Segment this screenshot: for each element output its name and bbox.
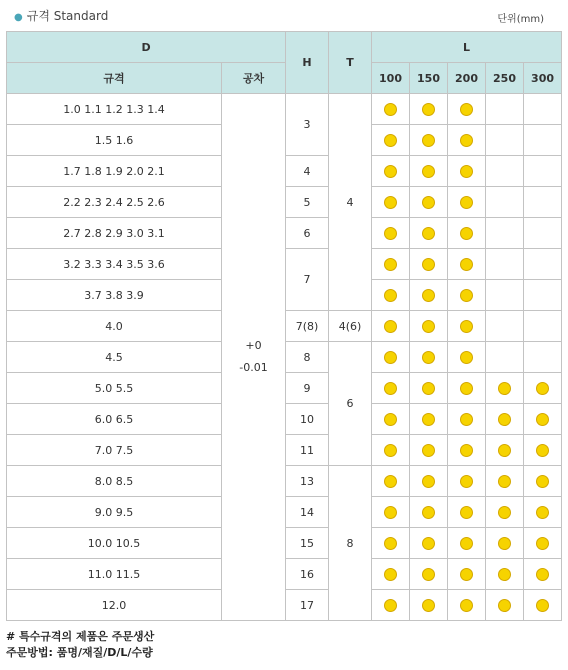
available-dot-icon (536, 537, 549, 550)
l-cell-200 (448, 218, 486, 249)
available-dot-icon (460, 320, 473, 333)
l-cell-200 (448, 311, 486, 342)
l-cell-200 (448, 497, 486, 528)
spec-cell: 5.0 5.5 (7, 373, 222, 404)
header-tolerance: 공차 (222, 63, 286, 94)
section-title (14, 7, 108, 24)
l-cell-300 (524, 528, 562, 559)
header-h: H (286, 32, 329, 94)
l-cell-100 (372, 373, 410, 404)
available-dot-icon (460, 165, 473, 178)
l-cell-100 (372, 497, 410, 528)
l-cell-300 (524, 466, 562, 497)
available-dot-icon (460, 196, 473, 209)
h-cell: 14 (286, 497, 329, 528)
l-cell-100 (372, 528, 410, 559)
l-cell-100 (372, 559, 410, 590)
h-cell: 9 (286, 373, 329, 404)
header-l-150: 150 (410, 63, 448, 94)
tolerance-cell (222, 94, 286, 621)
l-cell-250 (486, 497, 524, 528)
available-dot-icon (498, 475, 511, 488)
available-dot-icon (536, 506, 549, 519)
l-cell-200 (448, 342, 486, 373)
available-dot-icon (422, 506, 435, 519)
header-l: L (372, 32, 562, 63)
t-cell: 4 (329, 94, 372, 311)
available-dot-icon (536, 475, 549, 488)
l-cell-250 (486, 94, 524, 125)
h-cell: 11 (286, 435, 329, 466)
available-dot-icon (536, 599, 549, 612)
available-dot-icon (422, 351, 435, 364)
l-cell-200 (448, 156, 486, 187)
spec-cell: 11.0 11.5 (7, 559, 222, 590)
l-cell-250 (486, 373, 524, 404)
available-dot-icon (384, 382, 397, 395)
h-cell: 6 (286, 218, 329, 249)
l-cell-300 (524, 249, 562, 280)
h-cell: 16 (286, 559, 329, 590)
unit-label: 단위(mm) (497, 14, 544, 25)
h-cell: 4 (286, 156, 329, 187)
available-dot-icon (422, 413, 435, 426)
l-cell-300 (524, 280, 562, 311)
l-cell-150 (410, 497, 448, 528)
section-title-text: 규격 Standard (26, 9, 109, 23)
available-dot-icon (384, 320, 397, 333)
t-cell: 4(6) (329, 311, 372, 342)
available-dot-icon (422, 320, 435, 333)
l-cell-150 (410, 156, 448, 187)
l-cell-150 (410, 466, 448, 497)
l-cell-150 (410, 404, 448, 435)
available-dot-icon (460, 289, 473, 302)
spec-cell: 9.0 9.5 (7, 497, 222, 528)
available-dot-icon (422, 475, 435, 488)
available-dot-icon (498, 444, 511, 457)
l-cell-150 (410, 280, 448, 311)
available-dot-icon (422, 103, 435, 116)
h-cell: 15 (286, 528, 329, 559)
spec-cell: 12.0 (7, 590, 222, 621)
available-dot-icon (384, 568, 397, 581)
available-dot-icon (460, 103, 473, 116)
available-dot-icon (422, 444, 435, 457)
available-dot-icon (384, 475, 397, 488)
available-dot-icon (384, 258, 397, 271)
available-dot-icon (422, 289, 435, 302)
l-cell-100 (372, 125, 410, 156)
available-dot-icon (422, 537, 435, 550)
h-cell: 10 (286, 404, 329, 435)
available-dot-icon (536, 568, 549, 581)
l-cell-250 (486, 559, 524, 590)
l-cell-150 (410, 373, 448, 404)
spec-cell: 4.5 (7, 342, 222, 373)
available-dot-icon (384, 506, 397, 519)
available-dot-icon (498, 413, 511, 426)
l-cell-150 (410, 187, 448, 218)
available-dot-icon (498, 537, 511, 550)
l-cell-250 (486, 156, 524, 187)
l-cell-250 (486, 528, 524, 559)
l-cell-200 (448, 280, 486, 311)
l-cell-150 (410, 528, 448, 559)
h-cell: 17 (286, 590, 329, 621)
l-cell-300 (524, 156, 562, 187)
available-dot-icon (384, 537, 397, 550)
available-dot-icon (498, 506, 511, 519)
l-cell-150 (410, 249, 448, 280)
h-cell: 7 (286, 249, 329, 311)
available-dot-icon (422, 258, 435, 271)
spec-table (6, 31, 562, 621)
spec-cell: 3.2 3.3 3.4 3.5 3.6 (7, 249, 222, 280)
available-dot-icon (422, 134, 435, 147)
l-cell-100 (372, 94, 410, 125)
spec-cell: 1.7 1.8 1.9 2.0 2.1 (7, 156, 222, 187)
spec-table-body (7, 94, 562, 621)
available-dot-icon (460, 568, 473, 581)
available-dot-icon (460, 351, 473, 364)
l-cell-200 (448, 435, 486, 466)
available-dot-icon (460, 382, 473, 395)
l-cell-100 (372, 404, 410, 435)
l-cell-150 (410, 590, 448, 621)
available-dot-icon (460, 258, 473, 271)
available-dot-icon (384, 444, 397, 457)
l-cell-300 (524, 559, 562, 590)
available-dot-icon (498, 599, 511, 612)
available-dot-icon (460, 506, 473, 519)
l-cell-250 (486, 404, 524, 435)
available-dot-icon (422, 599, 435, 612)
l-cell-150 (410, 342, 448, 373)
header-l-300: 300 (524, 63, 562, 94)
l-cell-300 (524, 342, 562, 373)
spec-cell: 1.5 1.6 (7, 125, 222, 156)
header-t: T (329, 32, 372, 94)
header-l-250: 250 (486, 63, 524, 94)
l-cell-200 (448, 559, 486, 590)
header-l-100: 100 (372, 63, 410, 94)
l-cell-250 (486, 249, 524, 280)
l-cell-250 (486, 280, 524, 311)
available-dot-icon (460, 227, 473, 240)
available-dot-icon (460, 537, 473, 550)
l-cell-200 (448, 187, 486, 218)
l-cell-100 (372, 187, 410, 218)
l-cell-100 (372, 435, 410, 466)
l-cell-100 (372, 249, 410, 280)
l-cell-200 (448, 94, 486, 125)
available-dot-icon (384, 165, 397, 178)
available-dot-icon (498, 382, 511, 395)
available-dot-icon (384, 103, 397, 116)
available-dot-icon (460, 599, 473, 612)
spec-cell: 10.0 10.5 (7, 528, 222, 559)
table-row (7, 94, 562, 125)
l-cell-300 (524, 373, 562, 404)
l-cell-150 (410, 311, 448, 342)
available-dot-icon (422, 382, 435, 395)
l-cell-100 (372, 218, 410, 249)
notes (6, 629, 154, 661)
l-cell-200 (448, 404, 486, 435)
l-cell-100 (372, 280, 410, 311)
available-dot-icon (460, 413, 473, 426)
l-cell-200 (448, 590, 486, 621)
available-dot-icon (536, 382, 549, 395)
available-dot-icon (384, 413, 397, 426)
available-dot-icon (536, 444, 549, 457)
l-cell-300 (524, 187, 562, 218)
spec-cell: 7.0 7.5 (7, 435, 222, 466)
h-cell: 8 (286, 342, 329, 373)
spec-cell: 3.7 3.8 3.9 (7, 280, 222, 311)
available-dot-icon (384, 599, 397, 612)
l-cell-300 (524, 435, 562, 466)
available-dot-icon (460, 475, 473, 488)
l-cell-200 (448, 528, 486, 559)
l-cell-200 (448, 125, 486, 156)
l-cell-100 (372, 590, 410, 621)
available-dot-icon (384, 196, 397, 209)
note-special-order: # 특수규격의 제품은 주문생산 (6, 630, 155, 643)
h-cell: 5 (286, 187, 329, 218)
available-dot-icon (384, 351, 397, 364)
tolerance-minus: -0.01 (239, 361, 268, 374)
h-cell: 3 (286, 94, 329, 156)
l-cell-250 (486, 187, 524, 218)
l-cell-100 (372, 342, 410, 373)
available-dot-icon (384, 134, 397, 147)
spec-cell: 4.0 (7, 311, 222, 342)
l-cell-100 (372, 156, 410, 187)
l-cell-150 (410, 218, 448, 249)
spec-cell: 2.7 2.8 2.9 3.0 3.1 (7, 218, 222, 249)
header-d: D (7, 32, 286, 63)
header-spec: 규격 (7, 63, 222, 94)
l-cell-300 (524, 590, 562, 621)
available-dot-icon (460, 444, 473, 457)
l-cell-250 (486, 342, 524, 373)
available-dot-icon (422, 227, 435, 240)
l-cell-250 (486, 466, 524, 497)
l-cell-300 (524, 404, 562, 435)
available-dot-icon (422, 568, 435, 581)
note-order-method: 주문방법: 품명/재질/D/L/수량 (6, 646, 153, 659)
spec-cell: 1.0 1.1 1.2 1.3 1.4 (7, 94, 222, 125)
available-dot-icon (498, 568, 511, 581)
l-cell-250 (486, 218, 524, 249)
l-cell-250 (486, 125, 524, 156)
l-cell-150 (410, 559, 448, 590)
available-dot-icon (422, 196, 435, 209)
l-cell-150 (410, 435, 448, 466)
available-dot-icon (384, 289, 397, 302)
h-cell: 13 (286, 466, 329, 497)
l-cell-300 (524, 94, 562, 125)
l-cell-250 (486, 590, 524, 621)
l-cell-300 (524, 497, 562, 528)
spec-cell: 2.2 2.3 2.4 2.5 2.6 (7, 187, 222, 218)
t-cell: 8 (329, 466, 372, 621)
l-cell-250 (486, 311, 524, 342)
l-cell-100 (372, 466, 410, 497)
l-cell-100 (372, 311, 410, 342)
h-cell: 7(8) (286, 311, 329, 342)
available-dot-icon (422, 165, 435, 178)
l-cell-150 (410, 125, 448, 156)
available-dot-icon (384, 227, 397, 240)
l-cell-200 (448, 373, 486, 404)
tolerance-plus: +0 (245, 339, 262, 352)
l-cell-300 (524, 311, 562, 342)
l-cell-250 (486, 435, 524, 466)
l-cell-150 (410, 94, 448, 125)
header-l-200: 200 (448, 63, 486, 94)
t-cell: 6 (329, 342, 372, 466)
l-cell-200 (448, 249, 486, 280)
bullet-icon: ● (14, 12, 23, 23)
available-dot-icon (536, 413, 549, 426)
l-cell-300 (524, 218, 562, 249)
l-cell-300 (524, 125, 562, 156)
spec-cell: 8.0 8.5 (7, 466, 222, 497)
spec-cell: 6.0 6.5 (7, 404, 222, 435)
l-cell-200 (448, 466, 486, 497)
available-dot-icon (460, 134, 473, 147)
